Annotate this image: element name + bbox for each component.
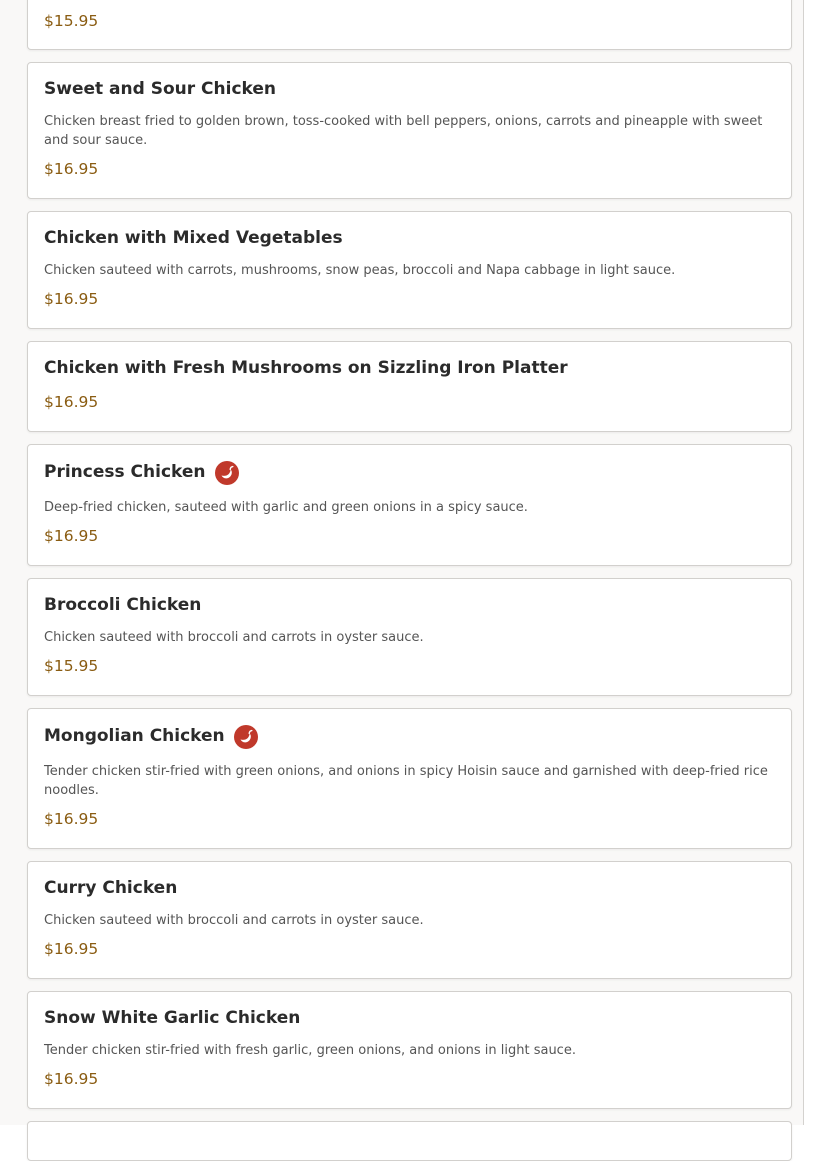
item-name <box>44 460 239 484</box>
item-price: $15.95 <box>44 657 99 675</box>
menu-item-card[interactable] <box>27 0 792 50</box>
item-name <box>44 724 258 748</box>
item-description: Chicken sauteed with broccoli and carrots in oyster sauce. <box>44 913 424 928</box>
item-name-text: Princess Chicken <box>44 462 206 482</box>
page-scrollbar[interactable] <box>805 0 824 1125</box>
item-name-text: Mongolian Chicken <box>44 726 225 746</box>
menu-item-card[interactable] <box>27 211 792 329</box>
chili-pepper-icon <box>234 725 258 749</box>
item-name <box>44 228 343 248</box>
item-name <box>44 79 276 99</box>
item-description: Chicken sauteed with carrots, mushrooms, snow peas, broccoli and Napa cabbage in light sauce. <box>44 263 676 278</box>
item-price: $16.95 <box>44 940 99 958</box>
item-name <box>44 595 201 615</box>
menu-item-card[interactable] <box>27 708 792 849</box>
item-description: Deep-fried chicken, sauteed with garlic and green onions in a spicy sauce. <box>44 500 528 515</box>
menu-item-card[interactable] <box>27 991 792 1109</box>
item-price: $16.95 <box>44 810 99 828</box>
item-price: $16.95 <box>44 160 99 178</box>
item-price: $16.95 <box>44 1070 99 1088</box>
item-description: Tender chicken stir-fried with fresh garlic, green onions, and onions in light sauce. <box>44 1043 576 1058</box>
item-price: $16.95 <box>44 527 99 545</box>
menu-item-card[interactable] <box>27 62 792 199</box>
item-price: $16.95 <box>44 393 99 411</box>
item-name-text: Curry Chicken <box>44 878 178 898</box>
menu-item-card[interactable] <box>27 578 792 696</box>
item-name-text: Sweet and Sour Chicken <box>44 79 277 99</box>
menu-item-card[interactable] <box>27 444 792 566</box>
item-name-text: Chicken with Fresh Mushrooms on Sizzling Iron Platter <box>44 358 568 378</box>
item-name <box>44 878 177 898</box>
menu-item-card[interactable] <box>27 861 792 979</box>
item-name-text: Snow White Garlic Chicken <box>44 1008 301 1028</box>
item-description: Chicken breast fried to golden brown, toss-cooked with bell peppers, onions, carrots and pineapple with sweet and sour sauce. <box>44 114 763 148</box>
item-name-text: Broccoli Chicken <box>44 595 202 615</box>
menu-item-card[interactable] <box>27 1121 792 1161</box>
chili-pepper-icon <box>215 461 239 485</box>
item-price: $16.95 <box>44 290 99 308</box>
item-description: Chicken sauteed with broccoli and carrots in oyster sauce. <box>44 630 424 645</box>
menu-item-card[interactable] <box>27 341 792 432</box>
item-name <box>44 1008 300 1028</box>
item-price: $15.95 <box>44 12 99 30</box>
item-name-text: Chicken with Mixed Vegetables <box>44 228 343 248</box>
item-description: Tender chicken stir-fried with green onions, and onions in spicy Hoisin sauce and garnished with deep-fried rice noodles. <box>44 764 768 798</box>
item-name <box>44 358 568 378</box>
